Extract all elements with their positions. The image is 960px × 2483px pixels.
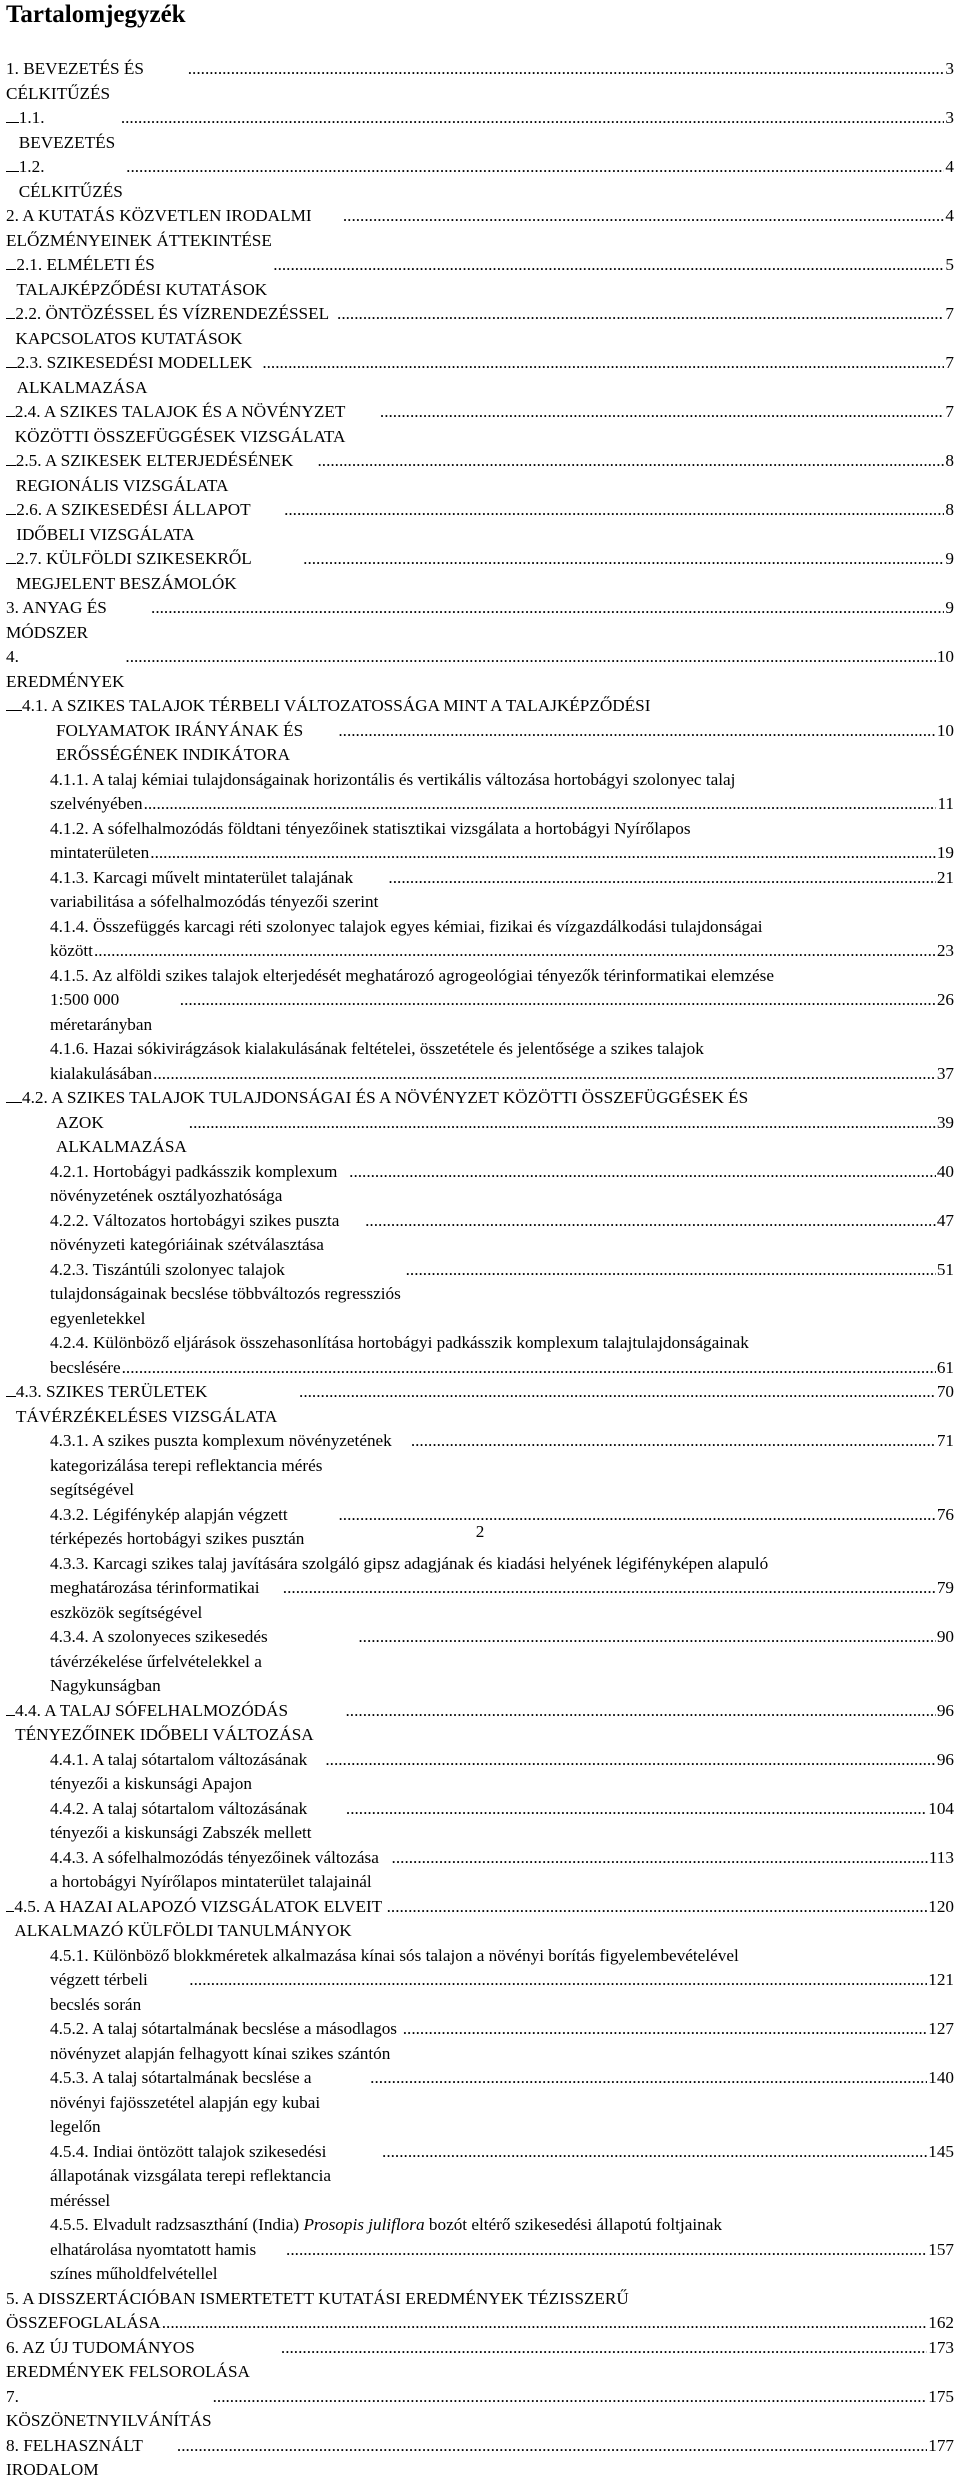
indent-underline — [6, 1396, 16, 1397]
toc-page-number: 51 — [936, 1259, 954, 1279]
table-of-contents — [0, 57, 960, 2483]
toc-entry-title: 4.4.2. A talaj sótartalom változásának tényezői a kiskunsági Zabszék mellett — [50, 1798, 312, 1842]
dot-leader — [406, 1258, 936, 1283]
dot-leader — [337, 302, 944, 327]
toc-entry-title-line: 4.1.4. Összefüggés karcagi réti szolonyec talajok egyes kémiai, fizikai és vízgazdálkodási tulajdonságai — [50, 916, 763, 936]
toc-entry[interactable] — [0, 1797, 960, 1846]
toc-page-number: 47 — [936, 1210, 954, 1230]
toc-entry-title-line: 5. A DISSZERTÁCIÓBAN ISMERTETETT KUTATÁSI EREDMÉNYEK TÉZISSZERŰ — [6, 2288, 629, 2308]
toc-entry-title: 2.1. ELMÉLETI ÉS TALAJKÉPZŐDÉSI KUTATÁSOK — [16, 255, 268, 299]
toc-entry[interactable] — [0, 2287, 960, 2336]
toc-entry-title: becslésére — [50, 1357, 121, 1377]
toc-entry-title: 7. KÖSZÖNETNYILVÁNÍTÁS — [6, 2386, 212, 2430]
toc-entry[interactable] — [0, 1380, 960, 1429]
toc-page-number: 5 — [945, 255, 954, 274]
toc-entry-title: 4.4. A TALAJ SÓFELHALMOZÓDÁS TÉNYEZŐINEK IDŐBELI VÁLTOZÁSA — [15, 1700, 314, 1744]
indent-underline — [6, 1911, 14, 1912]
toc-entry[interactable] — [0, 964, 960, 1038]
toc-page-number: 40 — [936, 1161, 954, 1181]
indent-underline — [6, 1715, 15, 1716]
toc-entry[interactable] — [0, 1552, 960, 1626]
dot-leader — [325, 1748, 935, 1773]
toc-page-number: 175 — [928, 2386, 954, 2406]
dot-leader — [281, 2336, 927, 2361]
toc-entry[interactable] — [0, 1037, 960, 1086]
indent-underline — [6, 318, 15, 319]
toc-entry-title: 2. A KUTATÁS KÖZVETLEN IRODALMI ELŐZMÉNYEINEK ÁTTEKINTÉSE — [6, 206, 316, 250]
dot-leader — [346, 1797, 927, 1822]
toc-entry-title: meghatározása térinformatikai eszközök segítségével — [50, 1578, 264, 1622]
toc-entry[interactable] — [0, 2066, 960, 2140]
toc-entry-title: 1. BEVEZETÉS ÉS CÉLKITŰZÉS — [6, 59, 149, 103]
indent-underline — [6, 514, 16, 515]
toc-entry[interactable] — [0, 547, 960, 596]
dot-leader — [94, 939, 936, 964]
toc-entry-title: szelvényében — [50, 794, 143, 813]
toc-entry-title: 1.2. CÉLKITŰZÉS — [18, 157, 123, 201]
toc-entry-title-line: 4.2. A SZIKES TALAJOK TULAJDONSÁGAI ÉS A NÖVÉNYZET KÖZÖTTI ÖSSZEFÜGGÉSEK ÉS — [22, 1088, 749, 1107]
page-number: 2 — [475, 1522, 485, 1541]
toc-entry-title: 4.2.2. Változatos hortobágyi szikes puszta növényzeti kategóriáinak szétválasztása — [50, 1210, 344, 1254]
toc-entry-title: 3. ANYAG ÉS MÓDSZER — [6, 598, 112, 642]
dot-leader — [144, 792, 937, 817]
dot-leader — [299, 1380, 936, 1405]
toc-page-number: 79 — [936, 1578, 954, 1597]
toc-entry[interactable] — [0, 1895, 960, 1944]
toc-page-number: 120 — [928, 1896, 954, 1916]
toc-entry-title: 2.5. A SZIKESEK ELTERJEDÉSÉNEK REGIONÁLIS VIZSGÁLATA — [15, 451, 298, 495]
toc-page-number: 76 — [936, 1504, 954, 1524]
dot-leader — [403, 2017, 927, 2042]
indent-underline — [6, 367, 17, 368]
indent-underline — [6, 710, 22, 711]
toc-entry[interactable] — [0, 1699, 960, 1748]
dot-leader — [125, 645, 935, 670]
dot-leader — [283, 1576, 936, 1601]
toc-entry[interactable] — [0, 768, 960, 817]
toc-page-number: 21 — [936, 867, 954, 887]
dot-leader — [286, 2238, 927, 2263]
toc-entry-title: 4.5. A HAZAI ALAPOZÓ VIZSGÁLATOK ELVEIT ALKALMAZÓ KÜLFÖLDI TANULMÁNYOK — [14, 1896, 386, 1940]
toc-entry-title: FOLYAMATOK IRÁNYÁNAK ÉS ERŐSSÉGÉNEK INDIKÁTORA — [56, 720, 308, 764]
dot-leader — [388, 866, 935, 891]
toc-page-number: 9 — [945, 598, 954, 617]
toc-entry[interactable] — [0, 1331, 960, 1380]
toc-entry-title-line: 4.1.1. A talaj kémiai tulajdonságainak horizontális és vertikális változása hortobágyi szolonyec talaj — [50, 769, 736, 789]
toc-page-number: 8 — [945, 500, 954, 519]
dot-leader — [121, 106, 945, 131]
dot-leader — [151, 596, 944, 621]
toc-entry-title: 2.7. KÜLFÖLDI SZIKESEKRŐL MEGJELENT BESZÁMOLÓK — [15, 549, 256, 593]
dot-leader — [411, 1429, 936, 1454]
toc-entry[interactable] — [0, 866, 960, 915]
toc-entry[interactable] — [0, 1944, 960, 2018]
toc-entry-title: 2.3. SZIKESEDÉSI MODELLEK ALKALMAZÁSA — [16, 353, 256, 397]
toc-page-number: 23 — [936, 941, 954, 960]
toc-entry-title-line: 4.5.5. Elvadult radzsaszthání (India) Prosopis juliflora bozót eltérő szikesedési állapotú foltjainak — [50, 2215, 722, 2234]
toc-entry[interactable] — [0, 694, 960, 768]
toc-page-number: 61 — [936, 1357, 954, 1377]
toc-entry[interactable] — [0, 1846, 960, 1895]
toc-entry[interactable] — [0, 498, 960, 547]
toc-entry[interactable] — [0, 2336, 960, 2385]
toc-page-number: 113 — [928, 1847, 954, 1867]
dot-leader — [380, 400, 945, 425]
toc-entry-title-line: 4.1. A SZIKES TALAJOK TÉRBELI VÁLTOZATOSSÁGA MINT A TALAJKÉPZŐDÉSI — [22, 696, 651, 715]
toc-page-number: 39 — [936, 1112, 954, 1132]
toc-page-number: 96 — [936, 1749, 954, 1769]
toc-entry[interactable] — [0, 2213, 960, 2287]
toc-entry-title: mintaterületen — [50, 843, 150, 862]
toc-entry-title: 4.3.1. A szikes puszta komplexum növényzetének kategorizálása terepi reflektancia mérés segítségével — [50, 1431, 397, 1499]
toc-page-number: 8 — [945, 451, 954, 470]
indent-underline — [6, 122, 19, 123]
toc-page-number: 4 — [945, 206, 954, 225]
toc-entry-title-line: 4.3.3. Karcagi szikes talaj javítására szolgáló gipsz adagjának és kiadási helyének légifényképen alapuló — [50, 1553, 769, 1573]
toc-page-number: 3 — [945, 59, 954, 78]
toc-entry[interactable] — [0, 915, 960, 964]
toc-page-number: 104 — [928, 1798, 954, 1818]
dot-leader — [126, 155, 944, 180]
dot-leader — [284, 498, 944, 523]
toc-entry-title: 4.5.2. A talaj sótartalmának becslése a másodlagos növényzet alapján felhagyott kínai szikes szántón — [50, 2019, 402, 2063]
toc-page-number: 7 — [945, 402, 954, 421]
toc-entry[interactable] — [0, 1625, 960, 1699]
toc-entry-title-line: 4.1.5. Az alföldi szikes talajok elterjedését meghatározó agrogeológiai tényezők térinformatikai elemzése — [50, 965, 774, 985]
dot-leader — [365, 1209, 936, 1234]
toc-page-number: 140 — [928, 2068, 954, 2087]
toc-entry-title: 2.6. A SZIKESEDÉSI ÁLLAPOT IDŐBELI VIZSGÁLATA — [16, 500, 255, 544]
dot-leader — [387, 1895, 928, 1920]
toc-entry-title: 4.4.1. A talaj sótartalom változásának tényezői a kiskunsági Apajon — [50, 1749, 312, 1793]
toc-entry[interactable] — [0, 253, 960, 302]
dot-leader — [392, 1846, 928, 1871]
dot-leader — [213, 2385, 928, 2410]
toc-entry-title-line: 4.2.4. Különböző eljárások összehasonlítása hortobágyi padkásszik komplexum talajtulajdonságainak — [50, 1333, 749, 1352]
toc-page-number: 162 — [928, 2313, 954, 2332]
toc-page-number: 9 — [945, 549, 954, 568]
toc-entry[interactable] — [0, 106, 960, 155]
toc-entry-title: ÖSSZEFOGLALÁSA — [6, 2313, 161, 2332]
dot-leader — [317, 449, 944, 474]
toc-entry-title: végzett térbeli becslés során — [50, 1970, 153, 2014]
toc-entry-title: 4.2.1. Hortobágyi padkásszik komplexum növényzetének osztályozhatósága — [50, 1161, 342, 1205]
toc-entry[interactable] — [0, 1258, 960, 1332]
toc-page-number: 177 — [928, 2435, 954, 2455]
toc-entry-title-line: 4.5.1. Különböző blokkméretek alkalmazása kínai sós talajon a növényi borítás figyelembevételével — [50, 1945, 739, 1965]
toc-page-number: 4 — [945, 157, 955, 176]
toc-entry-title: 1.1. BEVEZETÉS — [18, 108, 116, 152]
toc-entry[interactable] — [0, 449, 960, 498]
toc-page-number: 11 — [937, 794, 954, 813]
toc-entry[interactable] — [0, 1209, 960, 1258]
toc-entry-title: AZOK ALKALMAZÁSA — [56, 1112, 187, 1156]
toc-entry[interactable] — [0, 1429, 960, 1503]
toc-entry-title: 8. FELHASZNÁLT IRODALOM — [6, 2435, 147, 2479]
toc-page-number: 7 — [945, 304, 954, 323]
dot-leader — [382, 2140, 927, 2165]
toc-entry-title: 4. EREDMÉNYEK — [6, 647, 125, 691]
dot-leader — [189, 1111, 936, 1136]
toc-page-number: 37 — [936, 1063, 954, 1083]
dot-leader — [358, 1625, 935, 1650]
toc-page-number: 71 — [936, 1431, 954, 1450]
indent-underline — [6, 563, 16, 564]
dot-leader — [162, 2311, 928, 2336]
toc-entry-title: 4.1.3. Karcagi művelt mintaterület talajának variabilitása a sófelhalmozódás tényezői szerint — [50, 867, 379, 911]
toc-entry[interactable] — [0, 351, 960, 400]
toc-page-number: 7 — [945, 353, 954, 372]
indent-underline — [6, 171, 19, 172]
toc-entry-title: 6. AZ ÚJ TUDOMÁNYOS EREDMÉNYEK FELSOROLÁSA — [6, 2337, 250, 2381]
toc-entry-title: kialakulásában — [50, 1063, 153, 1083]
toc-entry[interactable] — [0, 2434, 960, 2483]
toc-entry-title: 4.3.4. A szolonyeces szikesedés távérzékelése űrfelvételekkel a Nagykunságban — [50, 1627, 272, 1695]
dot-leader — [150, 841, 936, 866]
species-name: Prosopis juliflora — [303, 2215, 425, 2234]
indent-underline — [6, 1102, 22, 1103]
indent-underline — [6, 269, 16, 270]
indent-underline — [6, 416, 15, 417]
toc-page-number: 10 — [936, 720, 954, 740]
toc-entry[interactable] — [0, 2385, 960, 2434]
toc-entry[interactable] — [0, 596, 960, 645]
dot-leader — [122, 1356, 936, 1381]
toc-entry-title: között — [50, 941, 93, 960]
dot-leader — [303, 547, 944, 572]
toc-entry[interactable] — [0, 645, 960, 694]
indent-underline — [6, 465, 16, 466]
toc-entry-title: 4.4.3. A sófelhalmozódás tényezőinek változása a hortobágyi Nyírőlapos mintaterület talajainál — [50, 1847, 384, 1891]
toc-entry-title: 2.4. A SZIKES TALAJOK ÉS A NÖVÉNYZET KÖZÖTTI ÖSSZEFÜGGÉSEK VIZSGÁLATA — [14, 402, 350, 446]
toc-entry[interactable] — [0, 302, 960, 351]
dot-leader — [153, 1062, 936, 1087]
toc-page-number: 90 — [936, 1627, 954, 1646]
toc-entry-title: 2.2. ÖNTÖZÉSSEL ÉS VÍZRENDEZÉSSEL KAPCSOLATOS KUTATÁSOK — [15, 304, 333, 348]
toc-entry-title: 4.3. SZIKES TERÜLETEK TÁVÉRZÉKELÉSES VIZSGÁLATA — [15, 1382, 278, 1426]
dot-leader — [177, 2434, 927, 2459]
toc-page-number: 157 — [928, 2239, 954, 2259]
toc-entry-title: 4.2.3. Tiszántúli szolonyec talajok tulajdonságainak becslése többváltozós regressziós egyenletekkel — [50, 1259, 406, 1328]
dot-leader — [346, 1699, 936, 1724]
toc-page-number: 121 — [928, 1970, 954, 1989]
toc-page-number: 96 — [936, 1700, 954, 1720]
dot-leader — [188, 57, 945, 82]
toc-entry-title: 4.3.2. Légifénykép alapján végzett térképezés hortobágyi szikes pusztán — [50, 1504, 305, 1548]
toc-page-number: 3 — [945, 108, 955, 127]
toc-entry-title: 4.5.3. A talaj sótartalmának becslése a növényi fajösszetétel alapján egy kubai legelőn — [50, 2068, 325, 2136]
toc-entry[interactable] — [0, 2140, 960, 2214]
toc-entry-title: 4.5.4. Indiai öntözött talajok szikesedési állapotának vizsgálata terepi reflektancia méréssel — [50, 2141, 336, 2210]
toc-entry[interactable] — [0, 1160, 960, 1209]
toc-page-number: 10 — [936, 647, 954, 666]
dot-leader — [262, 351, 944, 376]
toc-page-number: 145 — [928, 2141, 954, 2161]
toc-page-number: 19 — [936, 843, 954, 862]
toc-entry-title: elhatárolása nyomtatott hamis színes műholdfelvétellel — [50, 2239, 261, 2283]
dot-leader — [189, 1968, 927, 1993]
dot-leader — [180, 988, 936, 1013]
dot-leader — [338, 719, 935, 744]
dot-leader — [273, 253, 944, 278]
toc-page-number: 173 — [928, 2337, 954, 2357]
toc-entry[interactable] — [0, 155, 960, 204]
toc-entry-title-line: 4.1.6. Hazai sókivirágzások kialakulásának feltételei, összetétele és jelentősége a szikes talajok — [50, 1039, 704, 1058]
toc-page-number: 127 — [928, 2019, 954, 2038]
toc-entry[interactable] — [0, 1086, 960, 1160]
toc-entry[interactable] — [0, 204, 960, 253]
toc-page-number: 26 — [936, 990, 954, 1009]
toc-page-number: 70 — [936, 1382, 954, 1401]
toc-entry[interactable] — [0, 400, 960, 449]
toc-entry-title: 1:500 000 méretarányban — [50, 990, 153, 1034]
toc-entry[interactable] — [0, 57, 960, 106]
page-title: Tartalomjegyzék — [6, 1, 186, 28]
toc-entry[interactable] — [0, 2017, 960, 2066]
toc-entry[interactable] — [0, 817, 960, 866]
toc-entry-title-line: 4.1.2. A sófelhalmozódás földtani tényezőinek statisztikai vizsgálata a hortobágyi Nyírőlapos — [50, 818, 691, 838]
toc-entry[interactable] — [0, 1748, 960, 1797]
dot-leader — [343, 204, 945, 229]
dot-leader — [370, 2066, 927, 2091]
dot-leader — [349, 1160, 936, 1185]
